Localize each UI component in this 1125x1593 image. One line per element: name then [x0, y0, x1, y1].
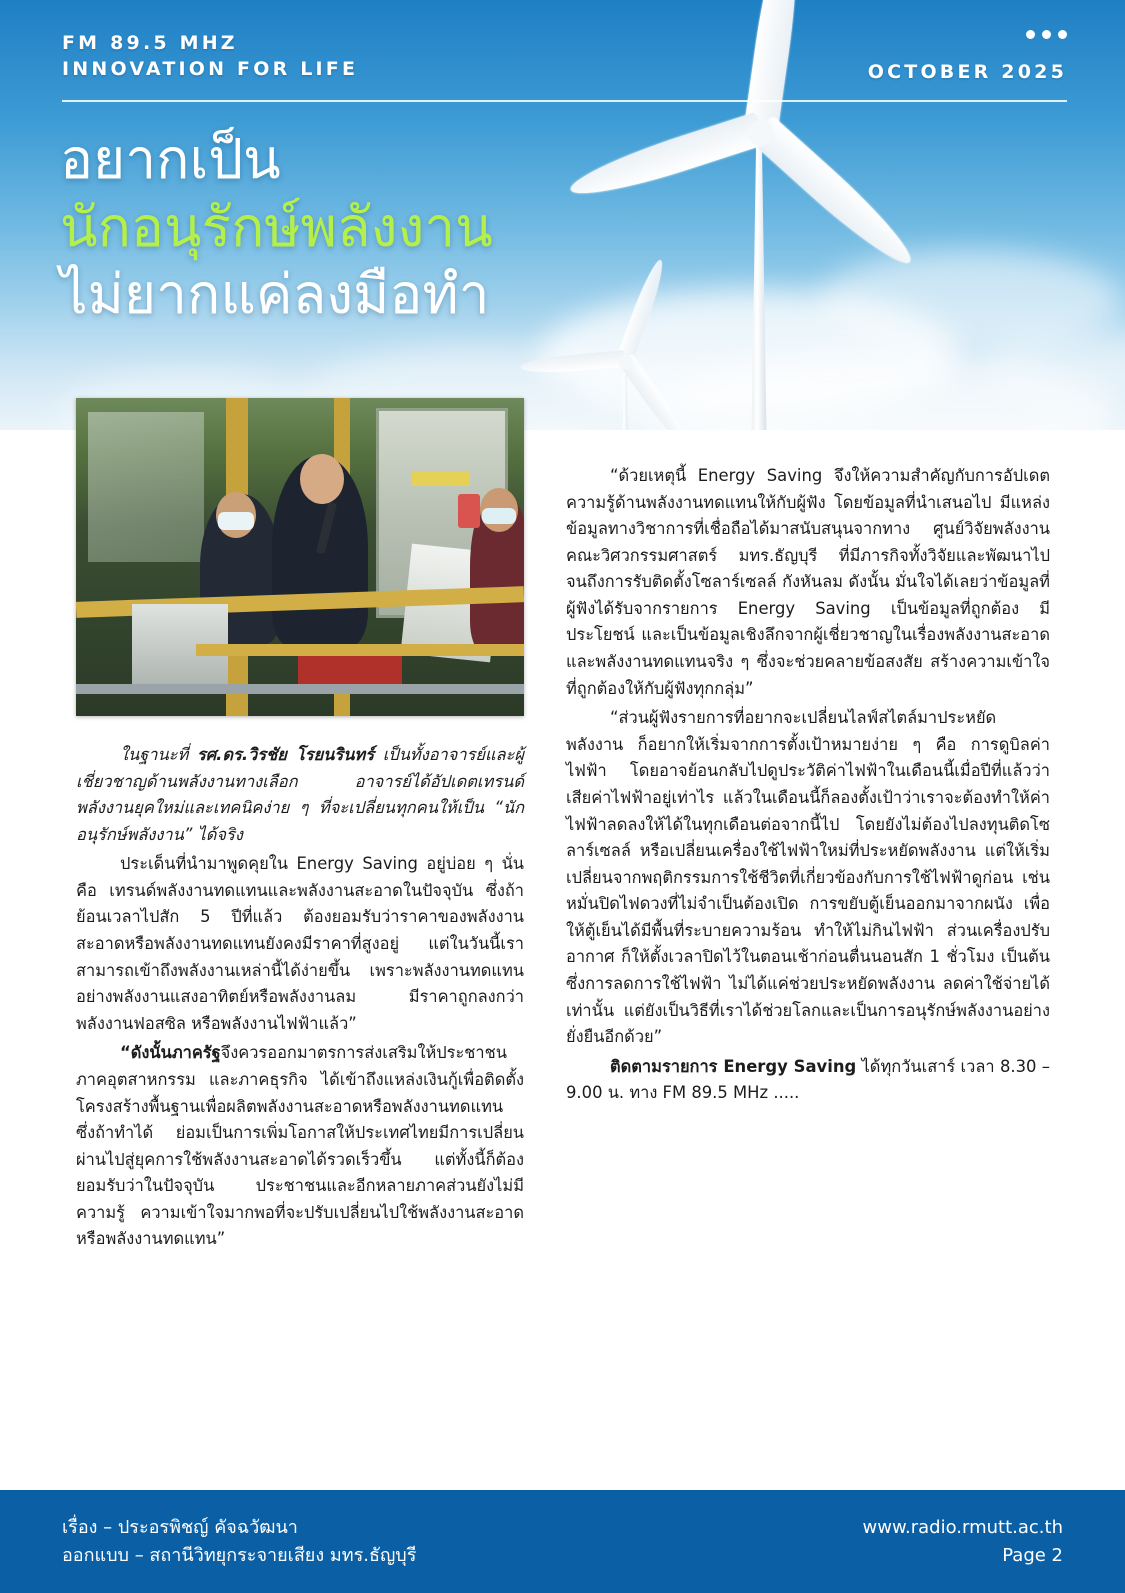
programme-followup-bold: ติดตามรายการ Energy Saving	[610, 1056, 857, 1076]
masthead-divider	[62, 100, 1067, 102]
footer-meta	[863, 1514, 1064, 1570]
photo-frame-beam	[196, 644, 524, 656]
page-footer	[0, 1490, 1125, 1593]
lead-prefix: ในฐานะที่	[120, 745, 197, 764]
turbine-hub	[748, 120, 774, 146]
right-paragraph-2: “ส่วนผู้ฟังรายการที่อยากจะเปลี่ยนไลฟ์สไตล์มาประหยัดพลังงาน ก็อยากให้เริ่มจากการตั้งเป้าหมายง่าย ๆ คือ การดูบิลค่าไฟฟ้า โดยอาจย้อนกลับไปดูประวัติค่าไฟฟ้าในเดือนนี้เมื่อปีที่แล้วว่าเสียค่าไฟฟ้าอยู่เท่าไร แล้วในเดือนนี้ก็ลองตั้งเป้าว่าเราจะต้องทำให้ค่าไฟฟ้าลดลงให้ได้ในทุกเดือนต่อจากนี้ไป โดยยังไม่ต้องไปลงทุนติดโซลาร์เซลล์ หรือเปลี่ยนเครื่องใช้ไฟฟ้าใหม่ที่ประหยัดพลังงาน แต่ให้เริ่มเปลี่ยนจากพฤติกรรมการใช้ชีวิตที่เกี่ยวข้องกับการใช้ไฟฟ้าดูก่อน เช่น หมั่นปิดไฟดวงที่ไม่จำเป็นต้องเปิด การขยับตู้เย็นออกมาจากผนัง เพื่อให้ตู้เย็นได้มีพื้นที่ระบายความร้อน ทำให้ไม่กินไฟฟ้า ส่วนเครื่องปรับอากาศ ก็ให้ตั้งเวลาปิดไว้ในตอนเช้าก่อนตื่นนอนสัก 1 ชั่วโมง เป็นต้น ซึ่งการลดการใช้ไฟฟ้า ไม่ได้แค่ช่วยประหยัดพลังงาน ลดค่าใช้จ่ายได้เท่านั้น แต่ยังเป็นวิธีที่เราได้ช่วยโลกและเป็นการอนุรักษ์พลังงานอย่างยั่งยืนอีกด้วย”	[566, 708, 1050, 1047]
station-tagline: INNOVATION FOR LIFE	[62, 58, 359, 81]
paragraph-3-rest: จึงควรออกมาตรการส่งเสริมให้ประชาชน ภาคอุตสาหกรรม และภาคธุรกิจ ได้เข้าถึงแหล่งเงินกู้เพื่อติดตั้งโครงสร้างพื้นฐานเพื่อผลิตพลังงานสะอาดหรือพลังงานทดแทน ซึ่งถ้าทำได้ ย่อมเป็นการเพิ่มโอกาสให้ประเทศไทยมีการเปลี่ยนผ่านไปสู่ยุคการใช้พลังงานสะอาดได้รวดเร็วขึ้น แต่ทั้งนี้ก็ต้องยอมรับว่าในปัจจุบัน ประชาชนและอีกหลายภาคส่วนยังไม่มีความรู้ ความเข้าใจมากพอที่จะปรับเปลี่ยนไปใช้พลังงานสะอาดหรือพลังงานทดแทน”	[76, 1043, 524, 1249]
photo-phone	[458, 494, 480, 528]
station-frequency: FM 89.5 MHZ	[62, 32, 238, 54]
turbine-hub	[619, 355, 633, 369]
headline-line-3: ไม่ยากแค่ลงมือทำ	[60, 262, 490, 327]
hero-banner	[0, 0, 1125, 430]
expert-name: รศ.ดร.วิรชัย โรยนรินทร์	[196, 745, 375, 764]
dots-decoration	[868, 30, 1067, 39]
website-link[interactable]: www.radio.rmutt.ac.th	[862, 1516, 1063, 1538]
photo-face-mask	[482, 508, 516, 524]
station-identity	[62, 30, 358, 82]
photo-window	[88, 412, 204, 562]
photo-face-mask	[218, 512, 254, 530]
lead-rest: เป็นทั้งอาจารย์และผู้เชี่ยวชาญด้านพลังงานทางเลือก อาจารย์ได้อัปเดตเทรนด์พลังงานยุคใหม่และเทคนิคง่าย ๆ ที่จะเปลี่ยนทุกคนให้เป็น “นักอนุรักษ์พลังงาน” ได้จริง	[76, 745, 524, 844]
dot-icon	[1026, 30, 1035, 39]
photo-rail	[76, 684, 524, 694]
dot-icon	[1042, 30, 1051, 39]
photo-door-sign	[412, 472, 470, 486]
page-number: Page 2	[1002, 1544, 1063, 1566]
turbine-blade	[750, 115, 921, 274]
headline-line-2: นักอนุรักษ์พลังงาน	[60, 194, 493, 259]
issue-date: OCTOBER 2025	[867, 61, 1067, 83]
right-column-text	[566, 463, 1050, 1107]
dot-icon	[1058, 30, 1067, 39]
right-paragraph-1: “ด้วยเหตุนี้ Energy Saving จึงให้ความสำคัญกับการอัปเดตความรู้ด้านพลังงานทดแทนให้กับผู้ฟัง โดยข้อมูลที่นำเสนอไป มีแหล่งข้อมูลทางวิชาการที่เชื่อถือได้มาสนับสนุนจากทาง ศูนย์วิจัยพลังงาน คณะวิศวกรรมศาสตร์ มทร.ธัญบุรี ที่มีภารกิจทั้งวิจัยและพัฒนาไปจนถึงการรับติดตั้งโซลาร์เซลล์ กังหันลม ดังนั้น มั่นใจได้เลยว่าข้อมูลที่ผู้ฟังได้รับจากรายการ Energy Saving เป็นข้อมูลที่ถูกต้อง มีประโยชน์ และเป็นข้อมูลเชิงลึกจากผู้เชี่ยวชาญในเรื่องพลังงานสะอาดและพลังงานทดแทนจริง ๆ ซึ่งจะช่วยคลายข้อสงสัย สร้างความเข้าใจที่ถูกต้องให้กับผู้ฟังทุกกลุ่ม”	[566, 466, 1050, 698]
right-paragraph-3	[566, 1054, 1050, 1107]
left-column	[76, 398, 524, 1253]
left-column-text	[76, 742, 524, 1253]
headline-line-1: อยากเป็น	[60, 127, 281, 191]
footer-credits	[62, 1514, 416, 1570]
paragraph-3-bold-lead: “ดังนั้นภาครัฐ	[120, 1043, 221, 1063]
lead-paragraph	[76, 742, 524, 848]
paragraph-2: ประเด็นที่นำมาพูดคุยใน Energy Saving อยู่บ่อย ๆ นั่นคือ เทรนด์พลังงานทดแทนและพลังงานสะอาดในปัจจุบัน ซึ่งถ้าย้อนเวลาไปสัก 5 ปีที่แล้ว ต้องยอมรับว่าราคาของพลังงานสะอาดหรือพลังงานทดแทนยังคงมีราคาที่สูงอยู่ แต่ในวันนี้เราสามารถเข้าถึงพลังงานเหล่านี้ได้ง่ายขึ้น เพราะพลังงานทดแทน อย่างพลังงานแสงอาทิตย์หรือพลังงานลม มีราคาถูกลงกว่าพลังงานฟอสซิล หรือพลังงานไฟฟ้าแล้ว”	[76, 854, 524, 1033]
paragraph-3	[76, 1040, 524, 1253]
article-body	[0, 398, 1125, 1490]
masthead	[62, 30, 1067, 83]
issue-info	[868, 30, 1067, 83]
photo-person-head	[300, 454, 344, 504]
turbine-blade	[566, 112, 767, 206]
right-column	[566, 460, 1050, 1107]
credit-writer: เรื่อง – ประอรพิชญ์ คัจฉวัฒนา	[62, 1516, 298, 1538]
article-photo	[76, 398, 524, 716]
credit-designer: ออกแบบ – สถานีวิทยุกระจายเสียง มทร.ธัญบุรี	[62, 1544, 417, 1566]
page-title	[60, 126, 493, 329]
turbine-tower	[750, 130, 768, 430]
programme-followup-rest: ได้ทุกวันเสาร์ เวลา 8.30 – 9.00 น. ทาง FM 89.5 MHz .....	[566, 1056, 1050, 1103]
